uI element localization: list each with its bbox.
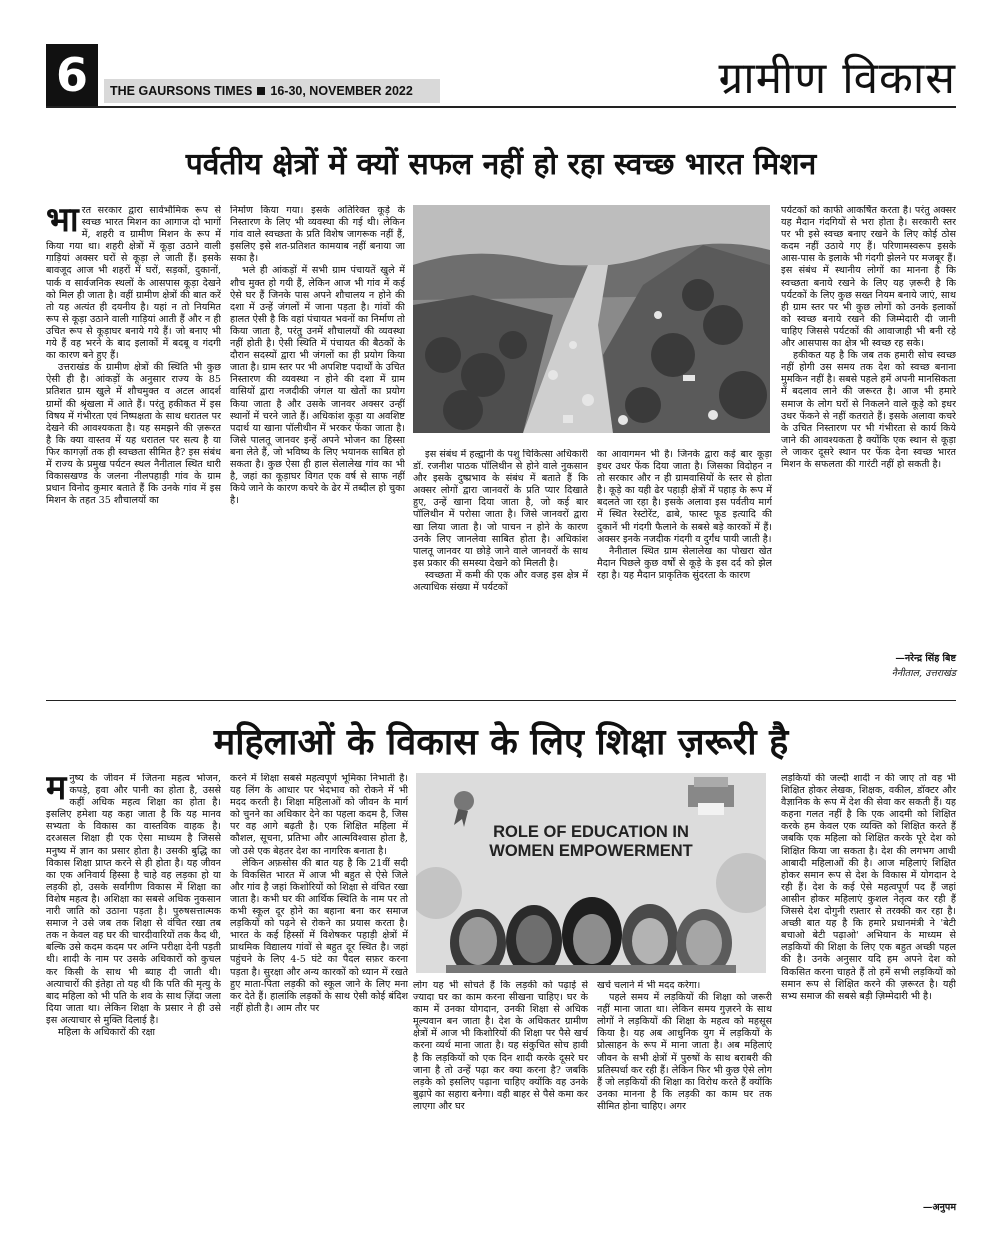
masthead-title: THE GAURSONS TIMES — [110, 84, 253, 98]
article1-paragraph: उत्तराखंड के ग्रामीण क्षेत्रों की स्थिति भी कुछ ऐसी ही है। आंकड़ों के अनुसार राज्य के 85 प्रतिशत ग्राम खुले में शौचमुक्त व अटल आदर्श ग्रामों की श्रृंखला में आते हैं। परंतु हकीकत में इस विषय में गंभीरता एवं निष्पक्षता के साथ धरातल पर देखने की आवश्यकता है। यह समझने की ज़रूरत है कि क्या वास्तव में यह धरातल पर सत्य है या फिर कागज़ों तक ही स्वच्छता सीमित है? इस संबंध में राज्य के प्रमुख पर्यटन स्थल नैनीताल स्थित धारी विकासखण्ड के जलना नीलपहाड़ी गांव के ग्राम प्रधान विनोद कुमार बताते हैं कि उनके गांव में इस मिशन के तहत 35 शौचालयों का — [46, 362, 221, 507]
article2-byline-name: —अनुपम — [922, 1202, 956, 1213]
article1-column-2 — [230, 205, 405, 680]
dropcap: म — [46, 773, 67, 808]
article2-graphic — [416, 773, 766, 973]
article1-byline-name: —नरेन्द्र सिंह बिष्ट — [895, 653, 956, 664]
article1-paragraph: हकीकत यह है कि जब तक हमारी सोच स्वच्छ नहीं होगी उस समय तक देश को स्वच्छ बनाना मुमकिन नहीं है। सबसे पहले हमें अपनी मानसिकता में बदलाव लाने की जरूरत है। आज भी हमारे समाज के लोग घरों से निकलने वाले कूड़े को इधर उधर फेंकने से नहीं कतराते हैं। इसके अलावा कचरे के उचित निस्तारण पर भी गंभीरता से कार्य किये जाने की आवश्यकता है क्योंकि एक स्थान से कूड़ा ले जाकर दूसरे स्थान पर फेंक देना स्वच्छ भारत मिशन के सफलता की गारंटी नहीं हो सकती है। — [781, 350, 956, 470]
garbage-path-photo — [413, 205, 770, 433]
article1-paragraph: भारत सरकार द्वारा सार्वभौमिक रूप से स्वच्छ भारत मिशन का आगाज दो भागों में, शहरी व ग्रामीण मिशन के रूप में किया गया था। शहरी क्षेत्रों में कूड़ा उठाने वाली गाड़ियां अक्सर घरों से कूड़ा ले जाती हैं। इसके बावजूद आज भी शहरों में घरों, सड़कों, दुकानों, पार्क व सार्वजनिक स्थलों के आसपास कूड़ा देखने को मिल ही जाता है। वहीं ग्रामीण क्षेत्रों की बात करें तो यह अत्यंत ही दयनीय है। यहां न तो नियमित रूप से कूड़ा उठाने वाली गाड़ियां आती हैं और न ही उचित रूप से कूड़ाघर बनाये गये हैं। जो बनाए भी गये हैं वह भरने के बाद इलाकों में बदबू व गंदगी का कारण बने हुए हैं। — [46, 205, 221, 362]
article2-column-1 — [46, 773, 221, 1213]
page-number: 6 — [46, 44, 98, 106]
article1-photo — [413, 205, 770, 433]
article2-column-5 — [781, 773, 956, 1198]
issue-date: 16-30, NOVEMBER 2022 — [270, 84, 413, 98]
article1-column-3 — [413, 449, 588, 680]
article1-paragraph: इस संबंध में हल्द्वानी के पशु चिकित्सा अधिकारी डॉ. रजनीश पाठक पॉलिथीन से होने वाले नुकसान और इसके दुष्प्रभाव के संबंध में बताते हैं कि अक्सर लोगों द्वारा जानवरों के प्रति प्यार दिखाते हुए, उन्हें खाना दिया जाता है, जो कई बार पॉलिथीन में परोसा जाता है। जिसे जानवरों द्वारा खा लिया जाता है। जो पाचन न होने के कारण उनके लिए जानलेवा साबित होता है। अधिकांश पालतू जानवर या छोड़े जाने वाले जानवरों के साथ इस प्रकार की समस्या देखने को मिलती है। — [413, 449, 588, 569]
article1-column-1 — [46, 205, 221, 680]
article2-column-2 — [230, 773, 408, 1213]
women-education-illustration — [416, 773, 766, 973]
dropcap: भा — [46, 205, 79, 240]
article1-paragraph: स्वच्छता में कमी की एक और वजह इस क्षेत्र में अत्याधिक संख्या में पर्यटकों — [413, 569, 588, 594]
graphic-caption: ROLE OF EDUCATION IN WOMEN EMPOWERMENT — [489, 823, 693, 860]
article2-paragraph: खर्च चलाने में भी मदद करेगा। — [597, 980, 701, 991]
article1-paragraph: पर्यटकों को काफी आकर्षित करता है। परंतु अक्सर यह मैदान गंदगियों से भरा होता है। सरकारी स्तर पर भी इसे स्वच्छ बनाए रखने के लिए कोई ठोस कदम नहीं उठाये गए हैं। परिणामस्वरूप इसके आस-पास के इलाके भी गंदगी झेलने पर मजबूर हैं। इस संबंध में स्थानीय लोगों का मानना है कि स्वच्छता बनाये रखने के लिए यह ज़रूरी है कि पर्यटकों के लिए कुछ सख्त नियम बनाये जाएं, साथ ही ग्राम स्तर पर भी कुछ लोगों को उनके इलाकों को स्वच्छ बनाये रखने की जिम्मेदारी दी जानी चाहिए जिससे पर्यटकों की आवाजाही भी बनी रहे और आसपास का क्षेत्र भी स्वच्छ रह सके। — [781, 205, 956, 350]
article2-paragraph: पहले समय में लड़कियों की शिक्षा को जरूरी नहीं माना जाता था। लेकिन समय गुज़रने के साथ लोगों ने लड़कियों की शिक्षा के महत्व को महसूस किया है। यह अब आधुनिक युग में लड़कियों के प्रोत्साहन के रूप में माना जाता है। अब महिलाएं जीवन के सभी क्षेत्रों में पुरुषों के साथ बराबरी की प्रतिस्पर्धा कर रही हैं। लेकिन फिर भी कुछ ऐसे लोग हैं जो लड़कियों की शिक्षा का विरोध करते हैं क्योंकि उनका मानना है कि लड़की का काम घर तक सीमित होना चाहिए। अगर — [597, 992, 772, 1112]
article1-paragraph: भले ही आंकड़ों में सभी ग्राम पंचायतें खुले में शौच मुक्त हो गयी हैं, लेकिन आज भी गांव में कई ऐसे घर हैं जिनके पास अपने शौचालय न होने की दशा में उन्हें जंगलों में जाना पड़ता है। गांवों की हालत ऐसी है कि वहां पंचायत भवनों का निर्माण तो किया जाता है, परंतु उनमें शौचालयों की व्यवस्था नहीं होती है। ऐसी स्थिति में पंचायत की बैठकों के दौरान सदस्यों द्वारा भी जंगलों का ही प्रयोग किया जाता है। ग्राम स्तर पर भी अपशिष्ट पदार्थों के उचित निस्तारण की व्यवस्था न होने की दशा में ग्राम वासियों द्वारा नजदीकी जंगल या खेतों का प्रयोग किया जाता है और उसके जानवर अक्सर उन्हीं स्थानों में चरने जाते हैं। अधिकांश कूड़ा या अवशिष्ट पदार्थ या खाना पॉलीथीन में भरकर फेंका जाता है। जिसे पालतू जानवर इन्हें अपने भोजन का हिस्सा बना लेते हैं, जो भविष्य के लिए भयानक साबित हो सकता है। कुछ ऐसा ही हाल सेलालेख गांव का भी है, जहां का कूड़ाघर विगत एक वर्ष से साफ नहीं किये जाने के कारण कचरे के ढेर में तब्दील हो चुका है। — [230, 265, 405, 507]
article2-column-4 — [597, 980, 772, 1213]
article2-paragraph: लड़कियों की जल्दी शादी न की जाए तो वह भी शिक्षित होकर लेखक, शिक्षक, वकील, डॉक्टर और वैज्ञानिक के रूप में देश की सेवा कर सकती हैं। यह कहना गलत नहीं है कि एक आदमी को शिक्षित करके हम केवल एक व्यक्ति को शिक्षित करते हैं जबकि एक महिला को शिक्षित करके पूरे देश को शिक्षित किया जा सकता है। देश की लगभग आधी आबादी महिलाओं की है। आज महिलाएं शिक्षित होकर समान रूप से देश के विकास में योगदान दे रही हैं। देश के कई ऐसे महत्वपूर्ण पद हैं जहां आसीन होकर महिलाएं कुशल नेतृत्व कर रही हैं जिससे देश दोगुनी रफ़्तार से तरक्की कर रहा है। अच्छी बात यह है कि हमारे प्रधानमंत्री ने 'बेटी बचाओ बेटी पढ़ाओ' अभियान के माध्यम से लड़कियों की शिक्षा के लिए एक बहुत अच्छी पहल की है। उनके अनुसार यदि हम अपने देश को विकसित करना चाहते हैं तो हमें सभी लड़कियों को समान रूप से शिक्षित करने की ज़रूरत है। यही सभ्य समाज की सबसे बड़ी ज़िम्मेदारी भी है। — [781, 773, 956, 1002]
header-rule — [46, 106, 956, 108]
article-divider — [46, 700, 956, 701]
square-bullet-icon — [257, 87, 265, 95]
article2-paragraph: महिला के अधिकारों की रक्षा — [58, 1026, 155, 1038]
article2-paragraph: लोग यह भी सोचते हैं कि लड़की को पढ़ाई से ज्यादा घर का काम करना सीखना चाहिए। घर के काम में उनका योगदान, उनकी शिक्षा से अधिक मूल्यवान बन जाता है। देश के अधिकतर ग्रामीण क्षेत्रों में आज भी किशोरियों की शिक्षा पर पैसे खर्च करना व्यर्थ माना जाता है। यह संकुचित सोच हावी है कि लड़कियों को एक दिन शादी करके दूसरे घर जाना है तो उन्हें पढ़ा कर क्या करना है? जबकि लड़के को इसलिए पढ़ाना चाहिए क्योंकि वह उनके बुढ़ापे का सहारा बनेगा। वही बाहर से पैसे कमा कर लाएगा और घर — [413, 980, 588, 1112]
article1-headline: पर्वतीय क्षेत्रों में क्यों सफल नहीं हो रहा स्वच्छ भारत मिशन — [185, 147, 817, 182]
article2-headline: महिलाओं के विकास के लिए शिक्षा ज़रूरी है — [213, 722, 789, 763]
article2-column-3 — [413, 980, 588, 1213]
article1-paragraph: नैनीताल स्थित ग्राम सेलालेख का पोखरा खेत मैदान पिछले कुछ वर्षों से कूड़े के इस दर्द को झेल रहा है। यह मैदान प्राकृतिक सुंदरता के कारण — [597, 545, 772, 581]
article2-paragraph: लेकिन अफ़सोस की बात यह है कि 21वीं सदी के विकसित भारत में आज भी बहुत से ऐसे जिले और गांव है जहां किशोरियों को शिक्षा से वंचित रखा जाता है। कभी घर की आर्थिक स्थिति के नाम पर तो कभी स्कूल दूर होने का बहाना बना कर समाज लड़कियों को पढ़ने से रोकने का प्रयास करता है। भारत के कई हिस्सों में विशेषकर पहाड़ी क्षेत्रों में प्राथमिक विद्यालय गांवों से बहुत दूर स्थित है। जहां पहुंचने के लिए 4-5 घंटे का पैदल सफ़र करना पड़ता है। सुरक्षा और अन्य कारकों को ध्यान में रखते हुए माता-पिता लड़की को स्कूल जाने के लिए मना कर देते हैं। हालांकि लड़कों के साथ ऐसी कोई बंदिश नहीं होती है। आम तौर पर — [230, 857, 408, 1014]
article2-paragraph: मनुष्य के जीवन में जितना महत्व भोजन, कपड़े, हवा और पानी का होता है, उससे कहीं अधिक महत्व शिक्षा का होता है। इसलिए हमेशा यह कहा जाता है कि यह मानव सभ्यता के विकास का वास्तविक वाहक है। दरअसल शिक्षा ही एक ऐसा माध्यम है जिससे मनुष्य में ज्ञान का प्रसार होता है। उसकी बुद्धि का विकास शिक्षा प्राप्त करने से ही होता है। यह जीवन का एक अनिवार्य हिस्सा है चाहे वह लड़का हो या लड़की हो, उसके सर्वांगीण विकास में शिक्षा का विशेष महत्व है। अशिक्षा का सबसे अधिक नुकसान नारी जाति को उठाना पड़ता है। पुरुषसत्तात्मक समाज ने उसे जब तक शिक्षा से वंचित रखा तब तक न केवल वह घर की चारदीवारियों तक कैद थी, बल्कि उसे कदम कदम पर अग्नि परीक्षा देनी पड़ती थी। शादी के नाम पर उसके अधिकारों को कुचल कर किसी के साथ भी ब्याह दी जाती थी। अत्याचारों की इंतेहा तो यह थी कि पति की मृत्यु के बाद महिला को भी पति के शव के साथ ज़िंदा जला दिया जाता था। लेकिन शिक्षा के प्रसार ने ही उसे इस अत्याचार से मुक्ति दिलाई है। — [46, 773, 221, 1026]
article2-paragraph: करने में शिक्षा सबसे महत्वपूर्ण भूमिका निभाती है। यह लिंग के आधार पर भेदभाव को रोकने में भी मदद करती है। शिक्षा महिलाओं को जीवन के मार्ग को चुनने का अधिकार देने का पहला कदम है, जिस पर वह आगे बढ़ती है। एक शिक्षित महिला में कौशल, सूचना, प्रतिभा और आत्मविश्वास होता है, जो उसे एक बेहतर देश का नागरिक बनाता है। — [230, 773, 408, 857]
article1-column-4 — [597, 449, 772, 680]
masthead-bar — [104, 79, 440, 103]
article1-paragraph: निर्माण किया गया। इसके अतिरिक्त कूड़े के निस्तारण के लिए भी व्यवस्था की गई थी। लेकिन गांव वाले स्वच्छता के प्रति विशेष जागरूक नहीं हैं, इसलिए इसे शत-प्रतिशत कामयाब नहीं बनाया जा सका है। — [230, 205, 405, 265]
article1-byline-place: नैनीताल, उत्तराखंड — [891, 668, 956, 679]
section-title: ग्रामीण विकास — [718, 53, 956, 104]
article1-paragraph: का आवागमन भी है। जिनके द्वारा कई बार कूड़ा इधर उधर फेंक दिया जाता है। जिसका विदोहन न तो सरकार और न ही ग्रामवासियों के स्तर से होता है। कूड़े का यही ढेर पहाड़ी क्षेत्रों में पहाड़ के रूप में बदलते जा रहा है। इसके अलावा इस पर्वतीय मार्ग में स्थित रेस्टोरेंट, ढाबे, फास्ट फूड इत्यादि की दुकानें भी गंदगी फैलाने के सबसे बड़े कारकों में हैं। अक्सर इनके नजदीक गंदगी व दुर्गंध पायी जाती है। — [597, 449, 772, 545]
article1-column-5 — [781, 205, 956, 645]
